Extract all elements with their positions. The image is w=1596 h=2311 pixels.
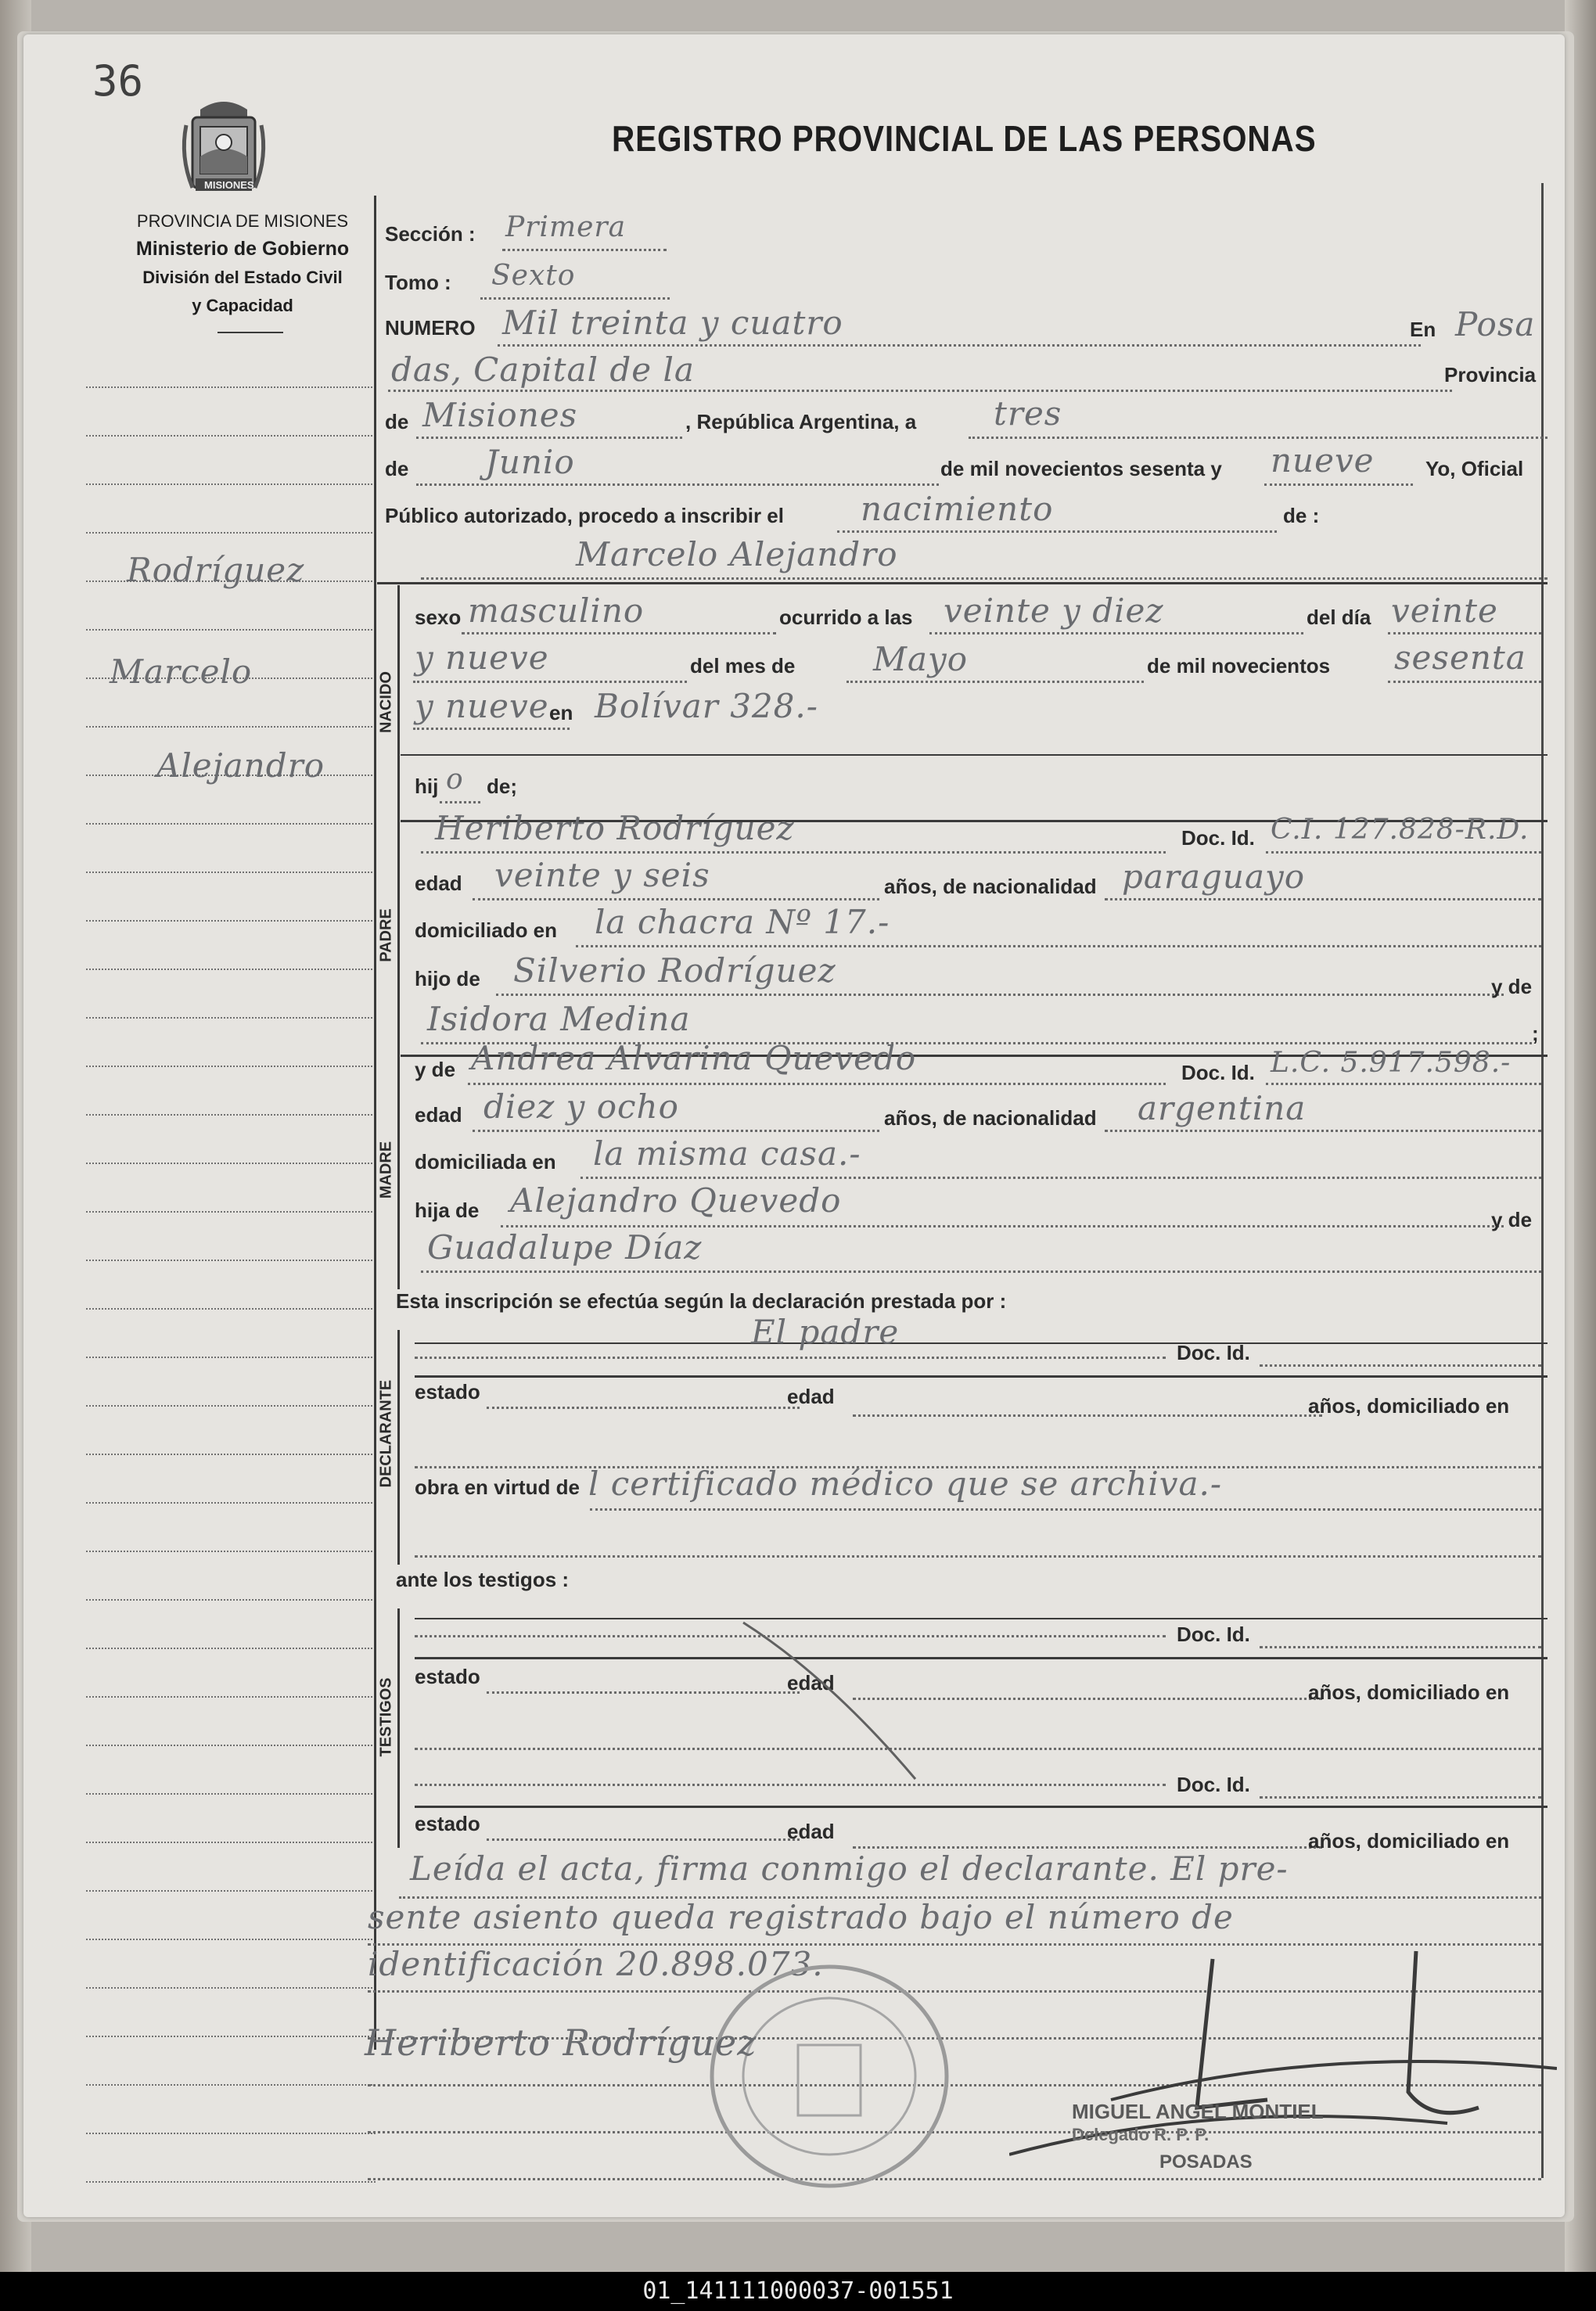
madre-nac-label: años, de nacionalidad — [884, 1106, 1097, 1130]
numero-label: NUMERO — [385, 316, 476, 340]
hij-value: o — [446, 764, 464, 796]
declarante-border — [397, 1330, 400, 1565]
issuer-line4: y Capacidad — [192, 296, 293, 315]
declarante-label: DECLARANTE — [377, 1379, 395, 1488]
closing-line3: identificación 20.898.073. — [368, 1945, 824, 1983]
testigo2-dom-label: años, domiciliado en — [1308, 1829, 1510, 1853]
padre-hijo-label: hijo de — [415, 967, 480, 990]
padre-label: PADRE — [377, 908, 395, 962]
publico-label: Público autorizado, procedo a inscribir el — [385, 504, 784, 527]
testigos-strike — [728, 1615, 931, 1790]
declarante-name-value: El padre — [751, 1313, 900, 1351]
closing-line1: Leída el acta, firma conmigo el declarante. El pre- — [410, 1849, 1289, 1888]
testigo1-estado-label: estado — [415, 1665, 480, 1688]
declarante-obra-label: obra en virtud de — [415, 1475, 580, 1499]
mes-label: del mes de — [690, 654, 796, 677]
madre-parent1-value: Alejandro Quevedo — [510, 1181, 842, 1220]
sexo-value: masculino — [468, 591, 645, 630]
month-value: Junio — [485, 443, 575, 481]
lugar-value: Bolívar 328.- — [595, 687, 818, 725]
declarante-obra-value: l certificado médico que se archiva.- — [588, 1465, 1223, 1503]
declarante-edad-label: edad — [787, 1385, 835, 1408]
anio-value: sesenta — [1394, 638, 1526, 677]
tomo-label: Tomo : — [385, 271, 451, 294]
declarante-dom-label: años, domiciliado en — [1308, 1394, 1510, 1418]
provincia-label: Provincia — [1444, 363, 1537, 386]
testigos-label: TESTIGOS — [377, 1677, 395, 1757]
madre-name-value: Andrea Alvarina Quevedo — [471, 1039, 917, 1077]
padre-parent1-value: Silverio Rodríguez — [513, 951, 836, 990]
main-border — [374, 196, 376, 2050]
madre-label: MADRE — [377, 1141, 395, 1199]
anio-value-cont: y nueve — [415, 687, 549, 725]
margin-middlename: Alejandro — [156, 746, 325, 785]
footer-id: 01_141111000037-001551 — [642, 2277, 954, 2305]
madre-doc-value: L.C. 5.917.598.- — [1271, 1047, 1512, 1079]
madre-parent2-value: Guadalupe Díaz — [427, 1228, 703, 1267]
madre-hija-label: hija de — [415, 1199, 480, 1222]
anio-label: de mil novecientos — [1147, 654, 1331, 677]
en-lugar-label: en — [549, 701, 573, 724]
madre-edad-value: diez y ocho — [483, 1087, 679, 1126]
testigo1-edad-label: edad — [787, 1671, 835, 1695]
document-title: REGISTRO PROVINCIAL DE LAS PERSONAS — [612, 118, 1317, 159]
padre-parent2-value: Isidora Medina — [427, 1000, 691, 1038]
madre-doc-label: Doc. Id. — [1181, 1061, 1255, 1084]
testigos-border — [397, 1608, 400, 1848]
closing-line2: sente asiento queda registrado bajo el número de — [368, 1898, 1234, 1936]
numero-value: Mil treinta y cuatro — [502, 304, 843, 342]
de2-label: de — [385, 457, 409, 480]
madre-yde2-label: y de — [1491, 1208, 1533, 1231]
issuer-line3: División del Estado Civil — [142, 268, 343, 287]
madre-edad-label: edad — [415, 1103, 462, 1127]
hora-value: veinte y diez — [944, 591, 1164, 630]
officer-signature-icon — [1009, 1943, 1557, 2181]
padre-doc-value: C.I. 127.828-R.D. — [1271, 814, 1530, 846]
padre-dom-value: la chacra Nº 17.- — [595, 903, 890, 941]
dia-value-cont: y nueve — [415, 638, 549, 677]
act-value: nacimiento — [861, 490, 1054, 528]
hora-label: ocurrido a las — [779, 606, 913, 629]
nacido-border — [397, 585, 400, 820]
en-value: Posa — [1455, 305, 1536, 343]
year-value: nueve — [1271, 441, 1375, 480]
sexo-label: sexo — [415, 606, 462, 629]
declarante-doc-label: Doc. Id. — [1177, 1341, 1250, 1364]
margin-surname: Rodríguez — [127, 551, 305, 589]
madre-border — [397, 1055, 400, 1289]
stamp-city: POSADAS — [1159, 2151, 1253, 2173]
de-label: de — [385, 410, 409, 433]
nacido-label: NACIDO — [377, 671, 395, 733]
testigo2-estado-label: estado — [415, 1812, 480, 1835]
de3-label: de : — [1283, 504, 1320, 527]
page-number: 36 — [92, 56, 144, 106]
padre-dom-label: domiciliado en — [415, 918, 558, 942]
del-dia-label: del día — [1307, 606, 1371, 629]
padre-name-value: Heriberto Rodríguez — [435, 809, 795, 847]
testigo1-dom-label: años, domiciliado en — [1308, 1680, 1510, 1704]
seccion-label: Sección : — [385, 222, 476, 246]
padre-border — [397, 820, 400, 1055]
madre-nac-value: argentina — [1138, 1089, 1307, 1127]
en-label: En — [1410, 318, 1436, 341]
issuer-rule — [217, 332, 283, 333]
testigos-intro: ante los testigos : — [396, 1568, 570, 1591]
register-page — [23, 34, 1565, 2217]
mes-value: Mayo — [873, 640, 969, 678]
day-value: tres — [994, 394, 1062, 433]
stamp-title: Delegado R. P. P. — [1072, 2125, 1210, 2144]
padre-doc-label: Doc. Id. — [1181, 826, 1255, 850]
seccion-value: Primera — [505, 211, 627, 243]
declarant-signature: Heriberto Rodríguez — [365, 2022, 757, 2064]
madre-dom-value: la misma casa.- — [593, 1134, 861, 1173]
padre-edad-label: edad — [415, 872, 462, 895]
stamp-name: MIGUEL ANGEL MONTIEL — [1072, 2100, 1324, 2123]
issuer-line1: PROVINCIA DE MISIONES — [136, 211, 349, 231]
testigo2-edad-label: edad — [787, 1820, 835, 1843]
oficial-label: Yo, Oficial — [1425, 457, 1524, 480]
hij-label: hij — [415, 775, 439, 798]
declarante-intro: Esta inscripción se efectúa según la declaración prestada por : — [396, 1289, 1007, 1313]
dia-value: veinte — [1391, 591, 1498, 630]
madre-dom-label: domiciliada en — [415, 1150, 556, 1173]
testigo1-doc-label: Doc. Id. — [1177, 1623, 1250, 1646]
year-text-label: de mil novecientos sesenta y — [940, 457, 1222, 480]
seal-text: MISIONES — [204, 179, 254, 191]
official-stamp-icon — [704, 1959, 954, 2197]
issuer-line2: Ministerio de Gobierno — [135, 238, 350, 260]
hij-de-label: de; — [487, 775, 517, 798]
padre-nac-value: paraguayo — [1122, 857, 1306, 896]
right-border — [1541, 183, 1544, 2178]
city-value: das, Capital de la — [391, 350, 695, 389]
padre-edad-value: veinte y seis — [494, 856, 710, 894]
margin-firstname: Marcelo — [110, 652, 253, 691]
tomo-value: Sexto — [491, 260, 576, 292]
padre-nac-label: años, de nacionalidad — [884, 875, 1097, 898]
padre-yde-label: y de — [1491, 975, 1533, 998]
declarante-estado-label: estado — [415, 1380, 480, 1403]
padre-semicolon: ; — [1532, 1022, 1539, 1045]
person-value: Marcelo Alejandro — [576, 535, 898, 573]
province-value: Misiones — [422, 396, 578, 434]
republica-label: , República Argentina, a — [685, 410, 917, 433]
testigo2-doc-label: Doc. Id. — [1177, 1773, 1250, 1796]
madre-yde-label: y de — [415, 1058, 456, 1081]
